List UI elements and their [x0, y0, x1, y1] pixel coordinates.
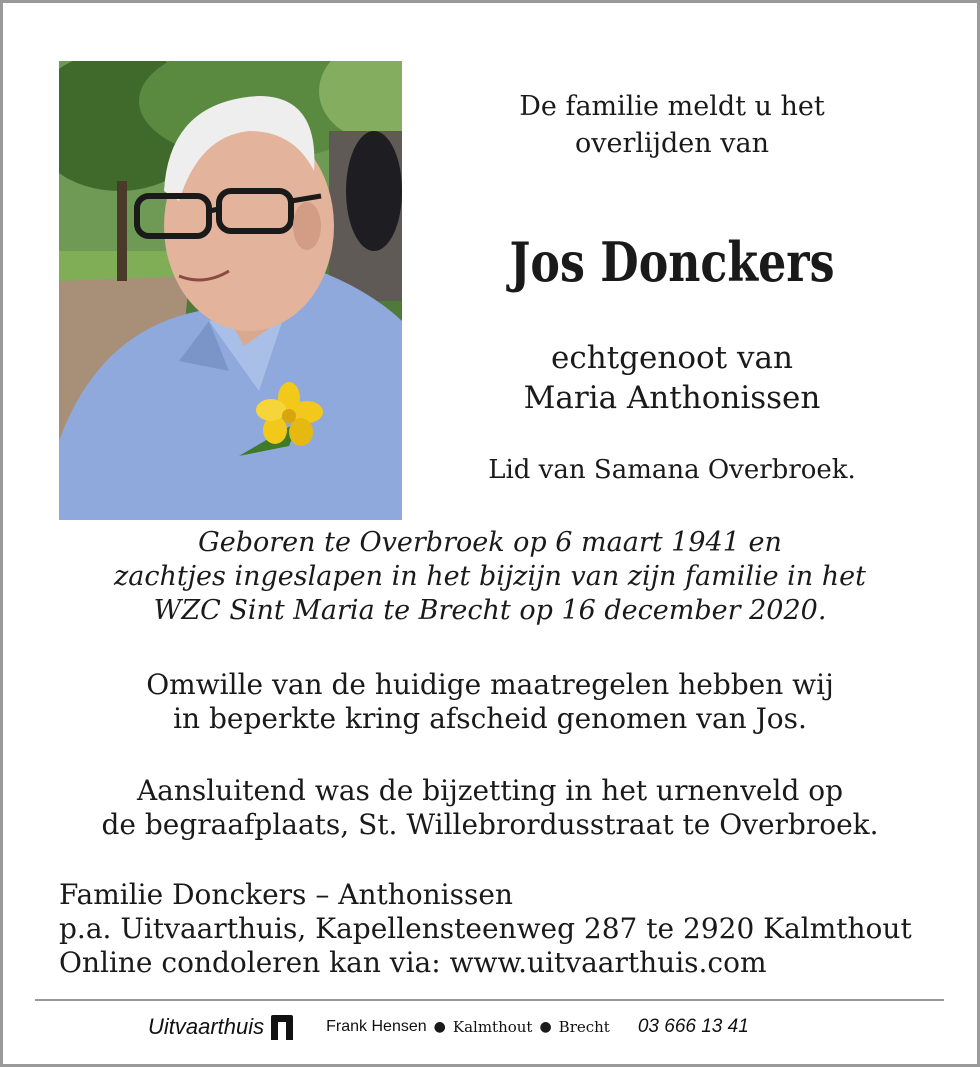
brand-logo-icon — [270, 1014, 294, 1040]
spouse-text — [440, 338, 904, 418]
portrait-photo — [59, 61, 402, 520]
contact-address: p.a. Uitvaarthuis, Kapellensteenweg 287 te 2920 Kalmthout — [59, 912, 912, 945]
deceased-name: Jos Donckers — [509, 230, 835, 294]
intro-line-2: overlijden van — [574, 128, 769, 159]
funeral-home-bar — [148, 1012, 848, 1042]
birth-death-paragraph — [60, 526, 920, 628]
born-line: Geboren te Overbroek op 6 maart 1941 en — [198, 527, 782, 558]
intro-line-1: De familie meldt u het — [519, 91, 825, 122]
membership-text: Lid van Samana Overbroek. — [488, 455, 856, 485]
divider — [35, 999, 944, 1001]
burial-line: Aansluitend was de bijzetting in het urnenveld op — [136, 774, 844, 807]
spouse-line-1: echtgenoot van — [551, 340, 793, 376]
family-name: Familie Donckers – Anthonissen — [59, 878, 513, 911]
separator-dot: ● — [539, 1019, 552, 1035]
contact-info — [59, 878, 939, 980]
born-line: WZC Sint Maria te Brecht op 16 december 2020. — [153, 595, 827, 626]
separator-dot: ● — [433, 1019, 446, 1035]
spouse-line-2: Maria Anthonissen — [523, 380, 821, 416]
measures-paragraph — [60, 668, 920, 736]
brand-phone: 03 666 13 41 — [637, 1016, 749, 1037]
born-line: zachtjes ingeslapen in het bijzijn van zijn familie in het — [114, 561, 866, 592]
online-condolence: Online condoleren kan via: www.uitvaarthuis.com — [59, 946, 767, 979]
measures-line: in beperkte kring afscheid genomen van Jos. — [173, 702, 807, 735]
burial-paragraph — [60, 774, 920, 842]
measures-line: Omwille van de huidige maatregelen hebben wij — [146, 668, 834, 701]
brand-owner: Frank Hensen — [326, 1018, 427, 1035]
intro-text — [440, 88, 904, 162]
burial-line: de begraafplaats, St. Willebrordusstraat te Overbroek. — [101, 808, 879, 841]
brand-location-2: Brecht — [558, 1018, 610, 1036]
brand-name: Uitvaarthuis — [148, 1014, 265, 1039]
brand-location-1: Kalmthout — [452, 1018, 533, 1036]
